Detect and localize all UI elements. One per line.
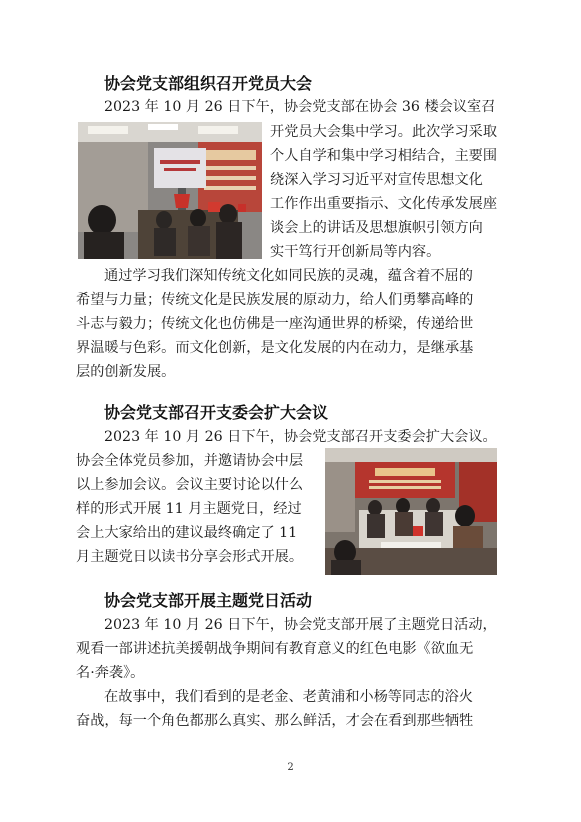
section3-paragraph-line: 观看一部讲述抗美援朝战争期间有教育意义的红色电影《欲血无 bbox=[76, 641, 474, 657]
section3-paragraph-line: 在故事中，我们看到的是老金、老黄浦和小杨等同志的浴火 bbox=[104, 689, 473, 705]
section2-paragraph-line: 会上大家给出的建议最终确定了 11 bbox=[76, 525, 298, 541]
section2-paragraph-line: 以上参加会议。会议主要讨论以什么 bbox=[76, 477, 304, 493]
section2-paragraph-line: 协会全体党员参加，并邀请协会中层 bbox=[76, 453, 304, 469]
section1-paragraph-line: 斗志与毅力；传统文化也仿佛是一座沟通世界的桥梁，传递给世 bbox=[76, 316, 474, 332]
section-title-theme-party-day: 协会党支部开展主题党日活动 bbox=[104, 591, 313, 610]
section1-paragraph-line: 个人自学和集中学习相结合，主要围 bbox=[270, 148, 498, 164]
meeting-photo-1 bbox=[78, 122, 262, 259]
section2-paragraph-line: 样的形式开展 11 月主题党日，经过 bbox=[76, 501, 302, 517]
section2-paragraph-line: 2023 年 10 月 26 日下午，协会党支部召开支委会扩大会议。 bbox=[104, 429, 497, 445]
section1-paragraph-line: 工作作出重要指示、文化传承发展座 bbox=[270, 196, 498, 212]
meeting-photo-2 bbox=[325, 448, 497, 575]
section-title-expanded-committee-meeting: 协会党支部召开支委会扩大会议 bbox=[104, 403, 329, 422]
section-title-party-members-meeting: 协会党支部组织召开党员大会 bbox=[104, 74, 313, 93]
page-number: 2 bbox=[287, 762, 294, 773]
section3-paragraph-line: 奋战，每一个角色都那么真实、那么鲜活，才会在看到那些牺牲 bbox=[76, 713, 474, 729]
section3-paragraph-line: 2023 年 10 月 26 日下午，协会党支部开展了主题党日活动， bbox=[104, 617, 497, 633]
section1-paragraph-line: 开党员大会集中学习。此次学习采取 bbox=[270, 124, 498, 140]
section3-paragraph-line: 名·奔袭》。 bbox=[76, 665, 145, 681]
section1-paragraph-line: 希望与力量；传统文化是民族发展的原动力，给人们勇攀高峰的 bbox=[76, 292, 474, 308]
section1-paragraph-line: 界温暖与色彩。而文化创新，是文化发展的内在动力，是继承基 bbox=[76, 340, 474, 356]
section1-paragraph-line: 2023 年 10 月 26 日下午，协会党支部在协会 36 楼会议室召 bbox=[104, 99, 496, 115]
section2-paragraph-line: 月主题党日以读书分享会形式开展。 bbox=[76, 549, 304, 565]
section1-paragraph-line: 实干笃行开创新局等内容。 bbox=[270, 244, 441, 260]
section1-paragraph-line: 谈会上的讲话及思想旗帜引领方向 bbox=[270, 220, 483, 236]
section1-paragraph-line: 层的创新发展。 bbox=[76, 364, 176, 380]
section1-paragraph-line: 通过学习我们深知传统文化如同民族的灵魂，蕴含着不屈的 bbox=[104, 268, 473, 284]
section1-paragraph-line: 绕深入学习习近平对宣传思想文化 bbox=[270, 172, 483, 188]
